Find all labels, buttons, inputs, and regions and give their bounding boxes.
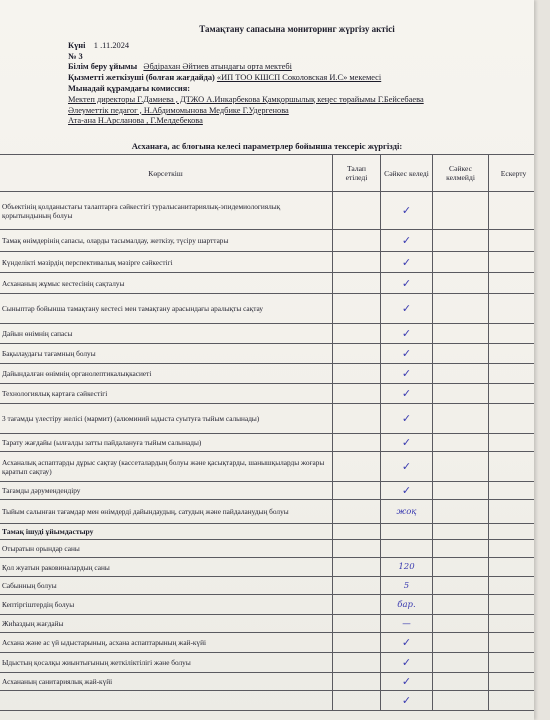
column-header-compliant: Сәйкес келеді bbox=[381, 155, 433, 192]
row-indicator: Сабынның болуы bbox=[0, 577, 333, 595]
row-indicator: Отыратын орындар саны bbox=[0, 540, 333, 558]
row-indicator: Дайын өнімнің сапасы bbox=[0, 324, 333, 344]
table-row bbox=[0, 500, 534, 524]
table-row bbox=[0, 192, 534, 230]
row-noncompliant bbox=[433, 615, 489, 633]
row-noncompliant bbox=[433, 673, 489, 691]
row-compliant: 5 bbox=[381, 577, 433, 595]
row-note bbox=[489, 615, 535, 633]
row-compliant: ✓ bbox=[381, 273, 433, 294]
row-required bbox=[333, 192, 381, 230]
row-required bbox=[333, 434, 381, 452]
row-note bbox=[489, 577, 535, 595]
section-subtitle: Асханаға, ас блогына келесі параметрлер бойынша тексеріс жүргізді: bbox=[131, 141, 403, 151]
row-noncompliant bbox=[433, 434, 489, 452]
row-compliant: бар. bbox=[381, 595, 433, 615]
table-row bbox=[0, 294, 534, 324]
row-required bbox=[333, 273, 381, 294]
supplier-line bbox=[68, 73, 526, 84]
table-row bbox=[0, 577, 534, 595]
row-noncompliant bbox=[433, 324, 489, 344]
column-header-required: Талап етіледі bbox=[333, 155, 381, 192]
row-indicator: Асханалық аспаптарды дұрыс сақтау (кассеталардың болуы және қасықтарды, шанышқыларды жоғары қаратып сақтау) bbox=[0, 452, 333, 482]
row-compliant: ✓ bbox=[381, 192, 433, 230]
row-noncompliant bbox=[433, 482, 489, 500]
row-compliant: ✓ bbox=[381, 230, 433, 252]
row-compliant: ✓ bbox=[381, 294, 433, 324]
section-title: Тамақ ішуді ұйымдастыру bbox=[0, 524, 333, 540]
column-header-indicator: Көрсеткіш bbox=[0, 155, 333, 192]
row-noncompliant bbox=[433, 558, 489, 577]
row-indicator: Бақылаудағы тағамның болуы bbox=[0, 344, 333, 364]
table-row bbox=[0, 252, 534, 273]
document-header bbox=[68, 18, 526, 127]
row-indicator: Объектінің қолданыстағы талаптарға сәйкестігі туралысанитариялық-эпидемиологиялық қорытындының болуы bbox=[0, 192, 333, 230]
column-header-noncompliant: Сәйкес келмейді bbox=[433, 155, 489, 192]
table-row bbox=[0, 482, 534, 500]
table-row bbox=[0, 384, 534, 404]
row-note bbox=[489, 324, 535, 344]
row-indicator: Сыныптар бойынша тамақтану кестесі мен тамақтану арасындағы аралықты сақтау bbox=[0, 294, 333, 324]
row-indicator: 3 тағамды үлестіру желісі (мармит) (алюминий ыдыста суытуға тыйым салынады) bbox=[0, 404, 333, 434]
row-indicator: Кептіргіштердің болуы bbox=[0, 595, 333, 615]
commission-line: Әлеуметтік педагог , Н.Абдимомынова Медбике Г.Удергенова bbox=[68, 105, 289, 115]
section-empty-cell bbox=[333, 524, 381, 540]
row-required bbox=[333, 230, 381, 252]
row-required bbox=[333, 364, 381, 384]
row-noncompliant bbox=[433, 633, 489, 653]
row-note bbox=[489, 482, 535, 500]
row-note bbox=[489, 384, 535, 404]
row-compliant: — bbox=[381, 615, 433, 633]
supplier-label: Қызметті жеткізуші (болған жағдайда) bbox=[68, 73, 215, 83]
row-compliant: ✓ bbox=[381, 691, 433, 711]
row-note bbox=[489, 540, 535, 558]
row-indicator: Дайындалған өнімнің органолептикалықкасиеті bbox=[0, 364, 333, 384]
document-title: Тамақтану сапасына мониторинг жүргізу актісі bbox=[199, 24, 395, 34]
row-note bbox=[489, 252, 535, 273]
row-required bbox=[333, 691, 381, 711]
commission-line: Ата-ана Н.Арсланова , Г.Мелдебекова bbox=[68, 116, 203, 126]
commission-line: Мектеп директоры Г.Дамиева , ДТЖО А.Инкарбекова Қамқоршылық кеңес төрайымы Г.Бейсебаева bbox=[68, 94, 424, 104]
row-required bbox=[333, 344, 381, 364]
row-compliant: ✓ bbox=[381, 452, 433, 482]
row-compliant: ✓ bbox=[381, 324, 433, 344]
row-note bbox=[489, 364, 535, 384]
row-note bbox=[489, 273, 535, 294]
row-indicator: Асхана және ас үй ыдыстарының, асхана аспаптарының жай-күйі bbox=[0, 633, 333, 653]
row-noncompliant bbox=[433, 452, 489, 482]
table-row bbox=[0, 324, 534, 344]
row-required bbox=[333, 615, 381, 633]
row-noncompliant bbox=[433, 230, 489, 252]
date-value: 1 .11.2024 bbox=[93, 40, 130, 50]
table-row bbox=[0, 633, 534, 653]
row-compliant: ✓ bbox=[381, 653, 433, 673]
row-compliant: ✓ bbox=[381, 252, 433, 273]
row-required bbox=[333, 324, 381, 344]
row-required bbox=[333, 633, 381, 653]
row-required bbox=[333, 577, 381, 595]
row-required bbox=[333, 558, 381, 577]
table-row bbox=[0, 673, 534, 691]
organization-value: Әбдірахан Әйтиев атындағы орта мектебі bbox=[143, 62, 292, 72]
table-row bbox=[0, 434, 534, 452]
row-note bbox=[489, 452, 535, 482]
row-indicator: Тарату жағдайы (ылғалды затты пайдалануға тыйым салынады) bbox=[0, 434, 333, 452]
row-noncompliant bbox=[433, 595, 489, 615]
row-noncompliant bbox=[433, 653, 489, 673]
row-compliant: ✓ bbox=[381, 673, 433, 691]
table-row bbox=[0, 595, 534, 615]
row-indicator: Тамақ өнімдерінің сапасы, оларды тасымалдау, жеткізу, түсіру шарттары bbox=[0, 230, 333, 252]
row-compliant: ✓ bbox=[381, 384, 433, 404]
row-required bbox=[333, 540, 381, 558]
row-indicator: Тағамды дәрумендендіру bbox=[0, 482, 333, 500]
row-note bbox=[489, 294, 535, 324]
row-indicator bbox=[0, 691, 333, 711]
row-indicator: Қол жуатын раковиналардың саны bbox=[0, 558, 333, 577]
row-noncompliant bbox=[433, 540, 489, 558]
table-row bbox=[0, 273, 534, 294]
row-noncompliant bbox=[433, 192, 489, 230]
row-noncompliant bbox=[433, 364, 489, 384]
table-row bbox=[0, 615, 534, 633]
section-row bbox=[0, 524, 534, 540]
row-noncompliant bbox=[433, 273, 489, 294]
section-empty-cell bbox=[489, 524, 535, 540]
supplier-value: «ИП ТОО КШСП Соколовская И.С» мекемесі bbox=[216, 73, 382, 83]
row-required bbox=[333, 482, 381, 500]
row-compliant: ✓ bbox=[381, 344, 433, 364]
table-row bbox=[0, 344, 534, 364]
row-compliant: ✓ bbox=[381, 434, 433, 452]
table-row bbox=[0, 230, 534, 252]
organization-label: Білім беру ұйымы bbox=[68, 62, 138, 72]
row-note bbox=[489, 230, 535, 252]
row-compliant: 120 bbox=[381, 558, 433, 577]
table-header-row bbox=[0, 155, 534, 192]
row-note bbox=[489, 653, 535, 673]
row-indicator: Асхананың санитариялық жай-күйі bbox=[0, 673, 333, 691]
row-noncompliant bbox=[433, 500, 489, 524]
row-compliant bbox=[381, 540, 433, 558]
table-row bbox=[0, 540, 534, 558]
row-indicator: Технологиялық картаға сәйкестігі bbox=[0, 384, 333, 404]
row-indicator: Ыдыстың қосалқы жиынтығының жеткіліктілігі және болуы bbox=[0, 653, 333, 673]
row-compliant: ✓ bbox=[381, 482, 433, 500]
row-note bbox=[489, 691, 535, 711]
commission-label: Мынадай құрамдағы комиссия: bbox=[68, 83, 191, 93]
row-indicator: Тыйым салынған тағамдар мен өнімдерді дайындаудың, сатудың және пайдаланудың болуы bbox=[0, 500, 333, 524]
row-required bbox=[333, 500, 381, 524]
row-note bbox=[489, 595, 535, 615]
row-compliant: ✓ bbox=[381, 404, 433, 434]
row-required bbox=[333, 653, 381, 673]
row-compliant: ✓ bbox=[381, 364, 433, 384]
row-required bbox=[333, 404, 381, 434]
row-noncompliant bbox=[433, 577, 489, 595]
row-noncompliant bbox=[433, 404, 489, 434]
row-note bbox=[489, 192, 535, 230]
row-indicator: Жиһаздың жағдайы bbox=[0, 615, 333, 633]
row-compliant: жоқ bbox=[381, 500, 433, 524]
table-body bbox=[0, 192, 534, 711]
row-note bbox=[489, 500, 535, 524]
row-required bbox=[333, 384, 381, 404]
act-number: № 3 bbox=[68, 51, 83, 61]
row-note bbox=[489, 404, 535, 434]
table-row bbox=[0, 653, 534, 673]
section-empty-cell bbox=[381, 524, 433, 540]
row-required bbox=[333, 452, 381, 482]
table-row bbox=[0, 691, 534, 711]
table-row bbox=[0, 404, 534, 434]
row-note bbox=[489, 633, 535, 653]
row-indicator: Күнделікті мәзірдің перспективалық мәзірге сәйкестігі bbox=[0, 252, 333, 273]
table-row bbox=[0, 364, 534, 384]
date-label: Күні bbox=[68, 40, 86, 50]
row-note bbox=[489, 673, 535, 691]
row-required bbox=[333, 294, 381, 324]
section-empty-cell bbox=[433, 524, 489, 540]
row-required bbox=[333, 252, 381, 273]
row-required bbox=[333, 595, 381, 615]
inspection-table bbox=[0, 154, 534, 711]
column-header-note: Ескерту bbox=[489, 155, 535, 192]
row-compliant: ✓ bbox=[381, 633, 433, 653]
organization-line bbox=[68, 62, 526, 73]
row-note bbox=[489, 344, 535, 364]
table-row bbox=[0, 558, 534, 577]
row-note bbox=[489, 558, 535, 577]
row-noncompliant bbox=[433, 252, 489, 273]
row-noncompliant bbox=[433, 344, 489, 364]
date-line bbox=[68, 41, 526, 52]
row-indicator: Асхананың жұмыс кестесінің сақталуы bbox=[0, 273, 333, 294]
table-row bbox=[0, 452, 534, 482]
row-note bbox=[489, 434, 535, 452]
row-noncompliant bbox=[433, 691, 489, 711]
row-noncompliant bbox=[433, 384, 489, 404]
row-noncompliant bbox=[433, 294, 489, 324]
row-required bbox=[333, 673, 381, 691]
